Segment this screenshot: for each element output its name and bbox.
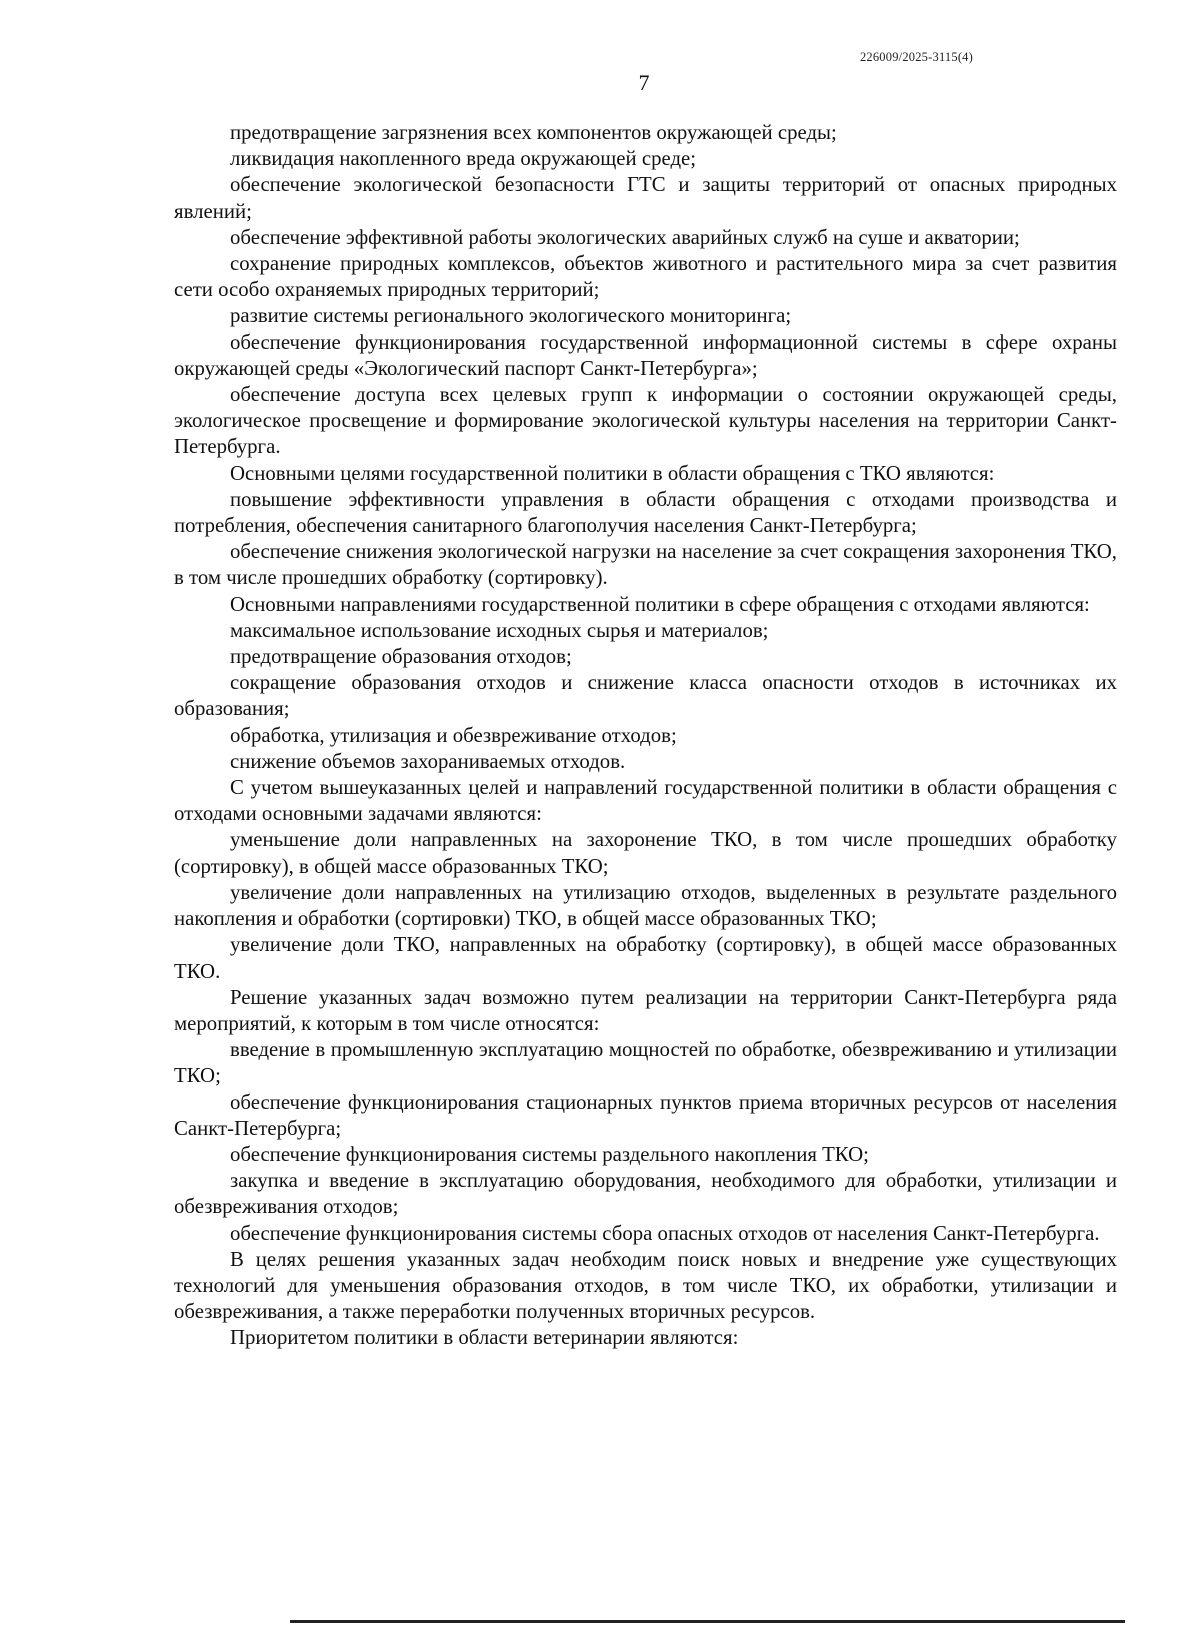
paragraph: закупка и введение в эксплуатацию оборудования, необходимого для обработки, утилизации и обезвреживания отходов; (174, 1169, 1117, 1219)
paragraph: развитие системы регионального экологического мониторинга; (230, 304, 792, 328)
paragraph: обработка, утилизация и обезвреживание отходов; (230, 723, 677, 747)
document-body (174, 120, 1117, 1352)
paragraph: обеспечение экологической безопасности ГТС и защиты территорий от опасных природных явлений; (174, 173, 1117, 223)
paragraph: обеспечение эффективной работы экологических аварийных служб на суше и акватории; (230, 225, 1020, 249)
paragraph: обеспечение функционирования системы раздельного накопления ТКО; (230, 1142, 869, 1166)
paragraph: Решение указанных задач возможно путем реализации на территории Санкт-Петербурга ряда мероприятий, к которым в том числе относятся: (174, 985, 1117, 1035)
paragraph: В целях решения указанных задач необходим поиск новых и внедрение уже существующих технологий для уменьшения образования отходов, в том числе ТКО, их обработки, утилизации и обезвреживания, а также переработки полученных вторичных ресурсов. (174, 1247, 1117, 1324)
page-number: 7 (638, 70, 650, 95)
paragraph: С учетом вышеуказанных целей и направлений государственной политики в области обращения с отходами основными задачами являются: (174, 776, 1117, 826)
paragraph: повышение эффективности управления в области обращения с отходами производства и потребления, обеспечения санитарного благополучия населения Санкт-Петербурга; (174, 487, 1117, 538)
scan-bottom-edge-line (290, 1620, 1125, 1623)
paragraph: обеспечение функционирования государственной информационной системы в сфере охраны окружающей среды «Экологический паспорт Санкт-Петербурга»; (174, 330, 1117, 380)
paragraph: обеспечение функционирования стационарных пунктов приема вторичных ресурсов от населения Санкт-Петербурга; (174, 1090, 1117, 1140)
paragraph: Приоритетом политики в области ветеринарии являются: (230, 1326, 739, 1350)
paragraph: снижение объемов захораниваемых отходов. (230, 749, 626, 773)
paragraph: обеспечение снижения экологической нагрузки на население за счет сокращения захоронения ТКО, в том числе прошедших обработку (сортировку). (174, 540, 1117, 590)
paragraph: увеличение доли ТКО, направленных на обработку (сортировку), в общей массе образованных ТКО. (174, 933, 1117, 983)
paragraph: предотвращение загрязнения всех компонентов окружающей среды; (230, 121, 837, 144)
paragraph: увеличение доли направленных на утилизацию отходов, выделенных в результате раздельного накопления и обработки (сортировки) ТКО, в общей массе образованных ТКО; (174, 880, 1117, 931)
paragraph: Основными целями государственной политики в области обращения с ТКО являются: (230, 461, 995, 485)
paragraph: обеспечение доступа всех целевых групп к информации о состоянии окружающей среды, экологическое просвещение и формирование экологической культуры населения на территории Санкт-Петербурга. (174, 383, 1117, 459)
document-registration-number: 226009/2025-3115(4) (859, 50, 973, 64)
paragraph: Основными направлениями государственной политики в сфере обращения с отходами являются: (230, 592, 1090, 616)
paragraph: максимальное использование исходных сырья и материалов; (230, 618, 769, 642)
paragraph: введение в промышленную эксплуатацию мощностей по обработке, обезвреживанию и утилизации ТКО; (174, 1038, 1117, 1088)
paragraph: предотвращение образования отходов; (230, 645, 572, 669)
paragraph: обеспечение функционирования системы сбора опасных отходов от населения Санкт-Петербурга. (230, 1221, 1100, 1245)
paragraph: сохранение природных комплексов, объектов животного и растительного мира за счет развития сети особо охраняемых природных территорий; (174, 252, 1117, 302)
paragraph: сокращение образования отходов и снижение класса опасности отходов в источниках их образования; (174, 671, 1117, 721)
paragraph: уменьшение доли направленных на захоронение ТКО, в том числе прошедших обработку (сортировку), в общей массе образованных ТКО; (174, 828, 1117, 878)
paragraph: ликвидация накопленного вреда окружающей среде; (230, 147, 697, 171)
